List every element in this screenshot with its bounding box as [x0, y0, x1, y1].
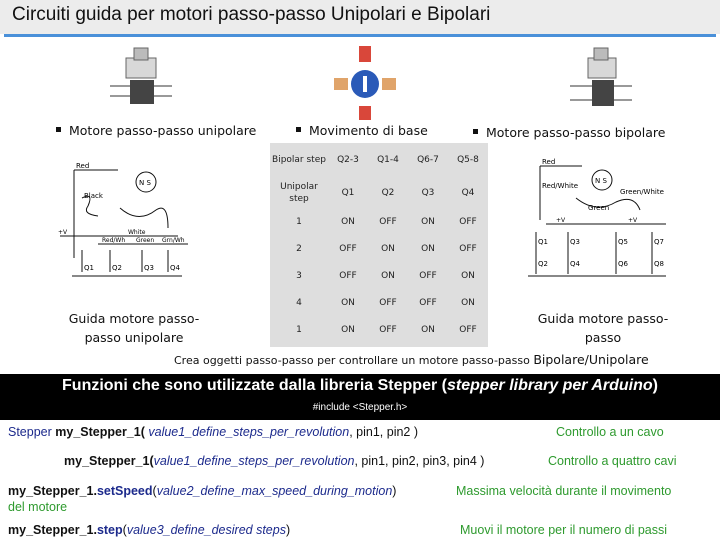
code-line-setspeed [8, 484, 396, 498]
code-method: setSpeed [96, 484, 153, 498]
table-cell: ON [461, 271, 475, 281]
functions-heading-main: Funzioni che sono utilizzate dalla libreria Stepper ( [62, 377, 447, 394]
crea-text-tail: Bipolare/Unipolare [533, 352, 649, 367]
code-object-name: my_Stepper_1. [8, 484, 97, 498]
schem-right-label: Q8 [654, 260, 664, 268]
table-cell: OFF [419, 298, 437, 308]
code-line-constructor-2wire [8, 425, 418, 439]
table-cell: ON [381, 244, 395, 254]
comment-step: Muovi il motore per il numero di passi [460, 523, 668, 537]
unipolar-motor-image [100, 44, 180, 112]
comment-2wire: Controllo a un cavo [556, 425, 664, 439]
bipolar-motor-image [560, 44, 640, 112]
table-header-cell: Q2 [381, 188, 395, 198]
schem-left-label: Red [76, 162, 90, 170]
table-cell: ON [421, 217, 435, 227]
table-cell: OFF [339, 271, 357, 281]
rotor-animation-image [330, 42, 400, 124]
schem-right-label: +V [628, 217, 638, 224]
functions-heading [0, 377, 720, 395]
schem-right-label: Q6 [618, 260, 628, 268]
functions-heading-close: ) [652, 377, 658, 394]
code-paren: ) [392, 484, 397, 498]
table-header-cell: Q6-7 [417, 155, 439, 165]
schem-left-label: Green [136, 237, 155, 244]
bullet-square [473, 129, 478, 134]
table-header-cell: Q3 [421, 188, 435, 198]
caption-bipolar [528, 309, 678, 347]
crea-text-main: Crea oggetti passo-passo per controllare un motore passo-passo [174, 354, 530, 367]
unipolar-schematic [58, 158, 198, 282]
table-cell: OFF [419, 271, 437, 281]
table-cell: 3 [296, 271, 302, 281]
table-header-cell: Q5-8 [457, 155, 479, 165]
code-paren: ( [122, 523, 127, 537]
bipolar-schematic [516, 158, 686, 282]
schem-right-label: Green/White [620, 188, 664, 196]
code-object-name: my_Stepper_1. [8, 523, 97, 537]
table-cell: OFF [339, 244, 357, 254]
table-header-cell: Q1 [341, 188, 355, 198]
schem-left-label: N S [139, 179, 151, 187]
code-arg: value2_define_max_speed_during_motion [156, 484, 393, 498]
schem-left-label: White [128, 229, 146, 236]
table-cell: ON [421, 325, 435, 335]
table-header-cell: Bipolar step [272, 155, 326, 165]
schem-left-label: Q1 [84, 264, 94, 272]
caption-unipolar [54, 309, 214, 347]
schem-right-label: Q1 [538, 238, 548, 246]
code-arg: value3_define_desired steps [126, 523, 286, 537]
code-paren: ( [152, 484, 157, 498]
bullet-movement [296, 123, 428, 138]
bullet-square [56, 127, 61, 132]
schem-right-label: Q4 [570, 260, 580, 268]
schem-left-label: Q3 [144, 264, 154, 272]
schem-left-label: Q2 [112, 264, 122, 272]
comment-4wire: Controllo a quattro cavi [548, 454, 677, 468]
caption-unipolar-line1: Guida motore passo- [68, 311, 200, 326]
table-cell: OFF [379, 217, 397, 227]
table-cell: 1 [296, 325, 302, 335]
table-cell: 4 [296, 298, 302, 308]
table-header-cell: Q1-4 [377, 155, 399, 165]
table-header-cell: Q4 [461, 188, 475, 198]
code-object-name: my_Stepper_1( [51, 425, 145, 439]
table-cell: ON [461, 298, 475, 308]
code-args-rest: , pin1, pin2 ) [349, 425, 419, 439]
schem-left-label: Grn/Wh [162, 237, 185, 244]
caption-unipolar-line2: passo unipolare [84, 330, 184, 345]
code-method: step [96, 523, 123, 537]
schem-right-label: Q3 [570, 238, 580, 246]
code-paren: ) [285, 523, 291, 537]
schem-right-label: Red/White [542, 182, 579, 190]
table-cell: OFF [459, 325, 477, 335]
schem-left-label: Black [84, 192, 103, 200]
code-args-rest: , pin1, pin2, pin3, pin4 ) [354, 454, 485, 468]
code-arg: value1_define_steps_per_revolution [153, 454, 355, 468]
bullet-bipolar-text: Motore passo-passo bipolare [486, 125, 666, 140]
schem-left-label: +V [58, 229, 68, 236]
table-cell: ON [341, 325, 355, 335]
table-cell: ON [381, 271, 395, 281]
functions-heading-italic: stepper library per Arduino [446, 377, 653, 394]
bullet-unipolar [56, 123, 256, 138]
code-class: Stepper [8, 425, 52, 439]
schem-right-label: +V [556, 217, 566, 224]
code-line-constructor-4wire [64, 454, 484, 468]
schem-right-label: Q2 [538, 260, 548, 268]
page-title: Circuiti guida per motori passo-passo Unipolari e Bipolari [12, 4, 491, 25]
comment-setspeed-cont: del motore [8, 500, 68, 514]
comment-setspeed: Massima velocità durante il movimento [456, 484, 672, 498]
schem-right-label: Green [588, 204, 610, 212]
bullet-movement-text: Movimento di base [309, 123, 428, 138]
table-header-cell: Unipolar step [280, 182, 318, 204]
bullet-unipolar-text: Motore passo-passo unipolare [69, 123, 257, 138]
steps-table [270, 143, 488, 347]
table-cell: ON [341, 217, 355, 227]
code-arg: value1_define_steps_per_revolution [144, 425, 350, 439]
table-cell: OFF [459, 244, 477, 254]
schem-right-label: Q5 [618, 238, 628, 246]
crea-text [174, 352, 649, 367]
schem-right-label: Red [542, 158, 556, 166]
code-line-step [8, 523, 290, 537]
table-cell: OFF [379, 325, 397, 335]
schem-right-label: Q7 [654, 238, 664, 246]
title-rule [4, 34, 716, 37]
schem-left-label: Q4 [170, 264, 180, 272]
bullet-bipolar [473, 125, 665, 140]
schem-right-label: N S [595, 177, 607, 185]
caption-bipolar-line2: passo [584, 330, 622, 345]
table-cell: 1 [296, 217, 302, 227]
schem-left-label: Red/Wh [102, 237, 126, 244]
table-cell: OFF [459, 217, 477, 227]
table-header-cell: Q2-3 [337, 155, 359, 165]
table-cell: OFF [379, 298, 397, 308]
include-line: #include <Stepper.h> [312, 402, 408, 413]
table-cell: ON [421, 244, 435, 254]
table-cell: ON [341, 298, 355, 308]
table-cell: 2 [296, 244, 302, 254]
caption-bipolar-line1: Guida motore passo- [537, 311, 669, 326]
bullet-square [296, 127, 301, 132]
code-object-name: my_Stepper_1( [64, 454, 154, 468]
